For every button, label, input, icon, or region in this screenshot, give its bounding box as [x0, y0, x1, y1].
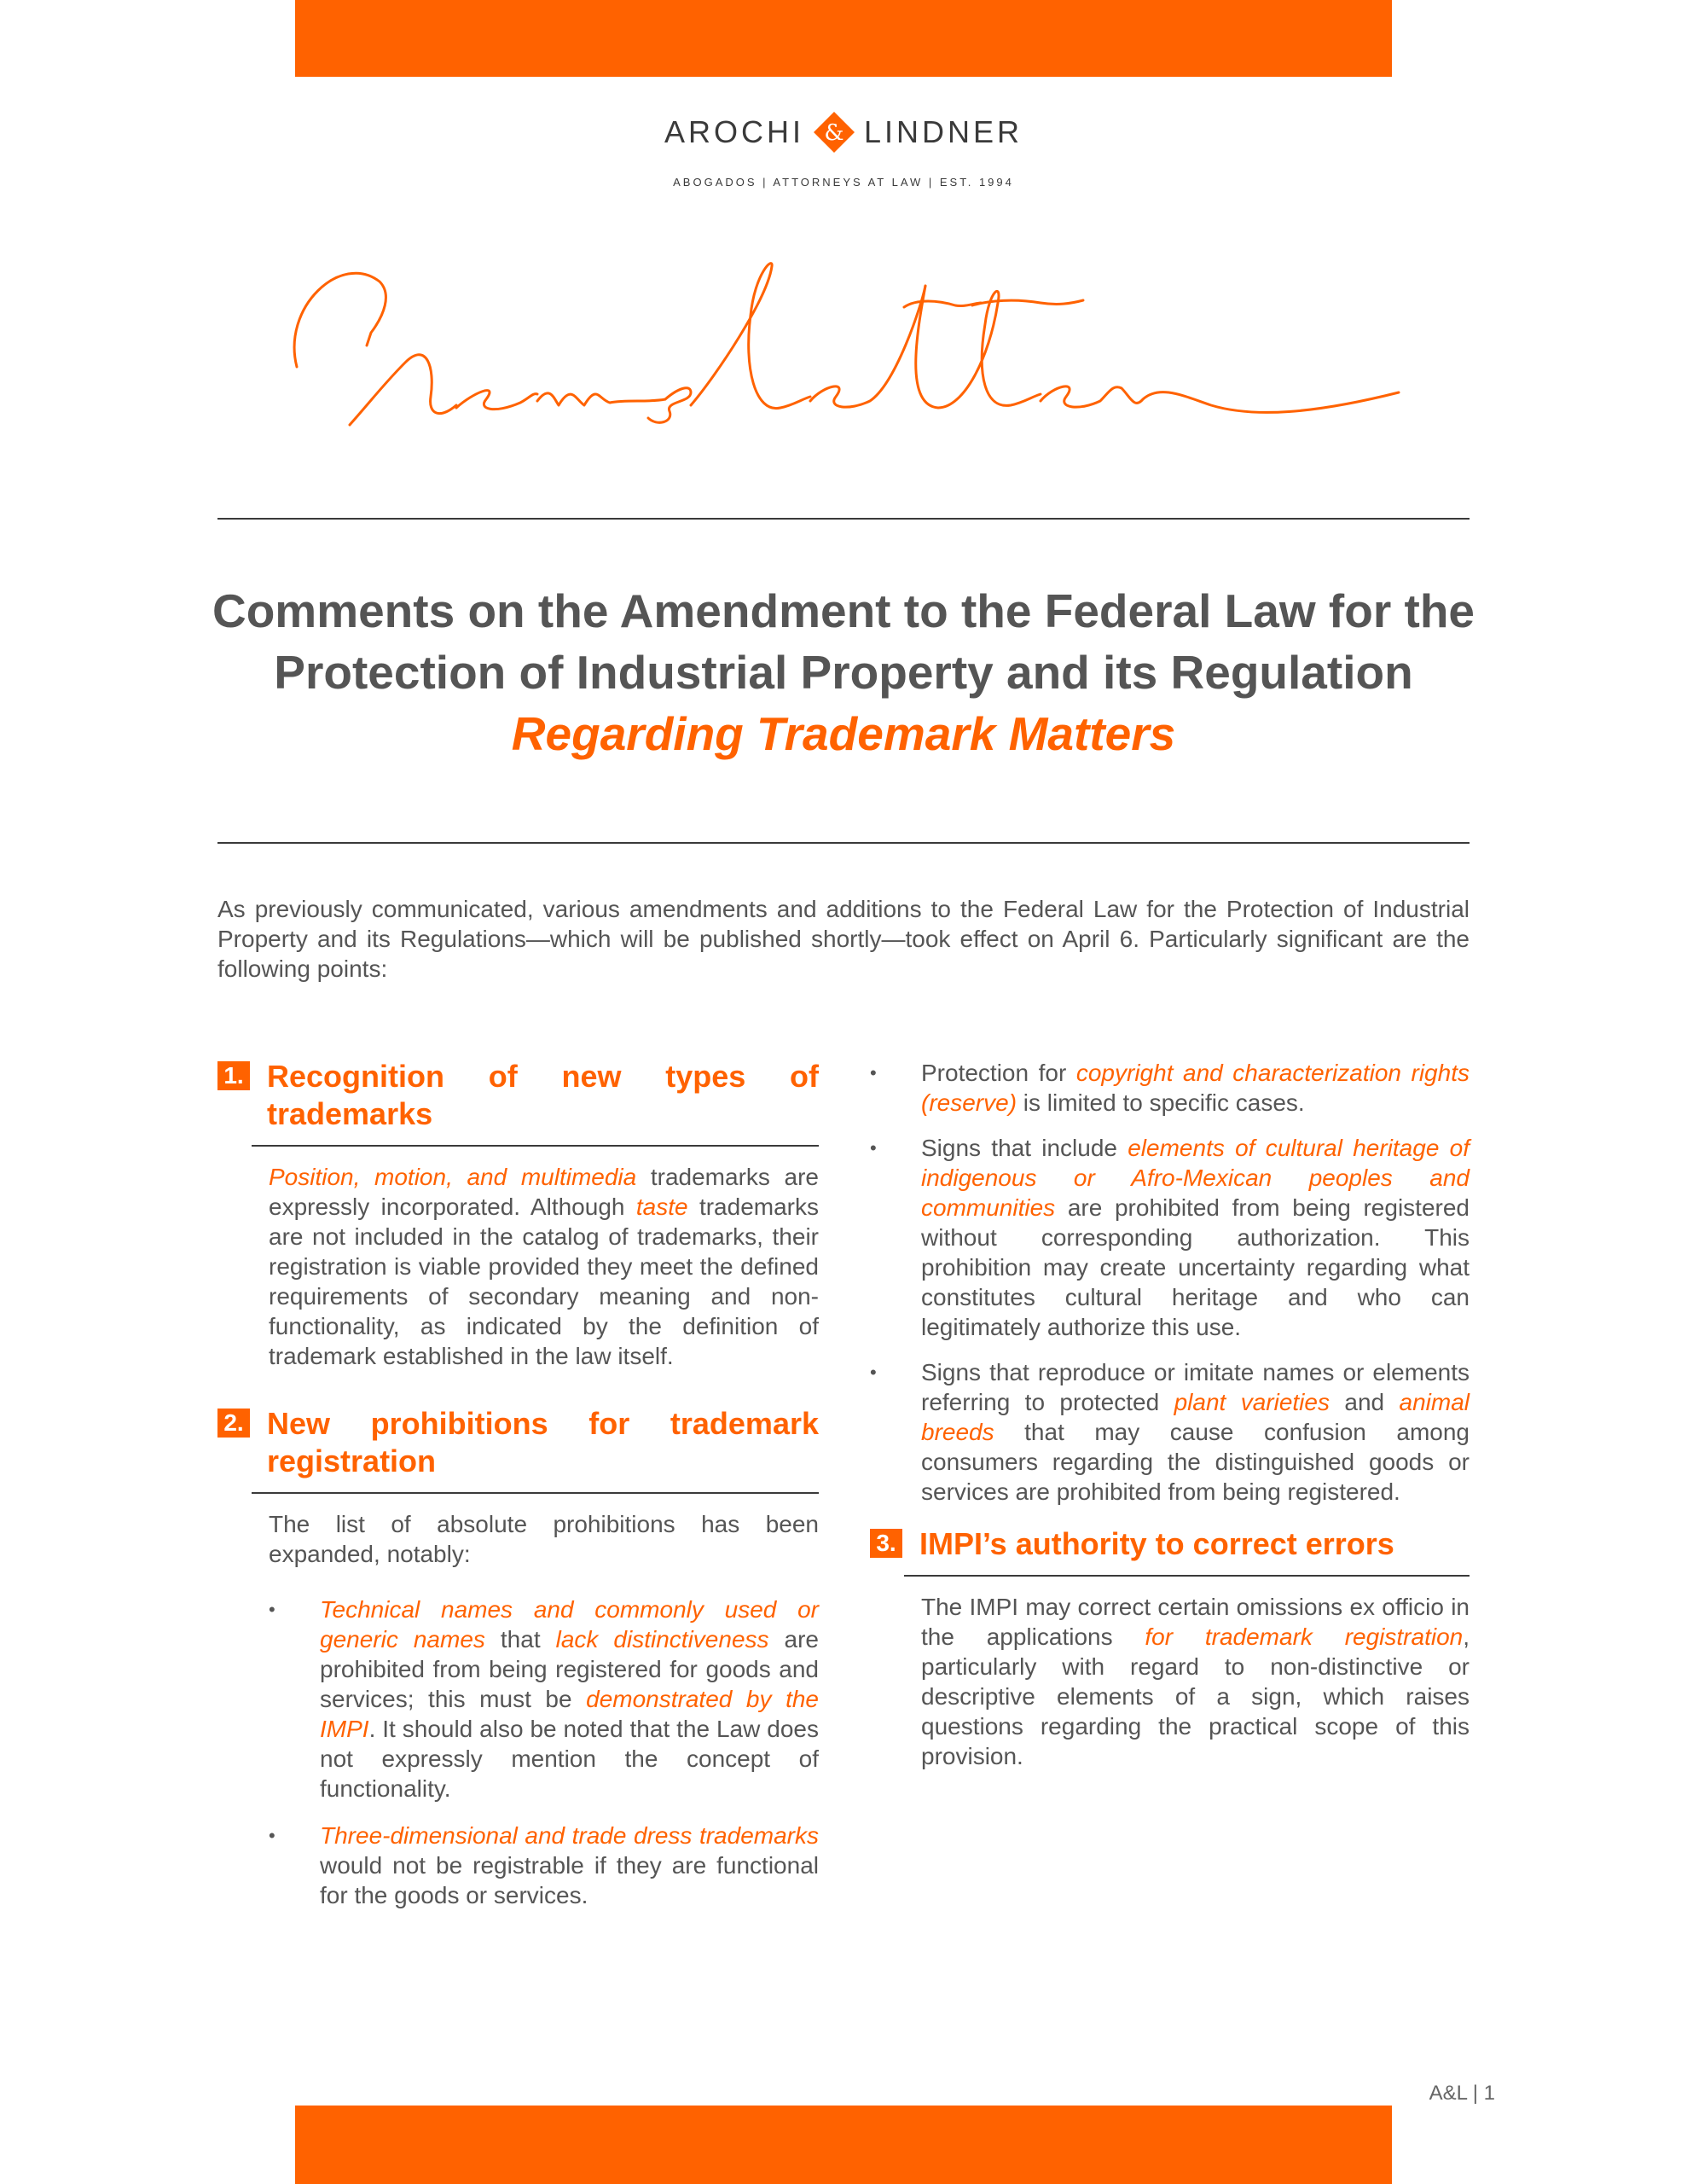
s3-text-b: , particularly with regard to non-distinctive or descriptive elements of a sign, which raises questions regarding the practical scope of this provision.	[921, 1623, 1470, 1769]
section-1-title: Recognition of new types of trademarks	[267, 1059, 819, 1131]
list-item	[870, 1058, 1470, 1118]
page-title	[171, 580, 1516, 764]
logo-tagline: ABOGADOS | ATTORNEYS AT LAW | EST. 1994	[673, 176, 1014, 189]
section-3-rule	[904, 1575, 1470, 1577]
b4-hl-heritage: elements of cultural heritage of indigenous or Afro-Mexican peoples and communities	[921, 1135, 1470, 1221]
section-1-rule	[252, 1145, 819, 1147]
logo-amp-glyph: &	[824, 120, 844, 146]
s1-hl-position: Position, motion, and multimedia	[269, 1164, 637, 1190]
firm-logo	[0, 111, 1687, 189]
b1-text-b: are prohibited from being registered for goods and services; this must be	[320, 1626, 819, 1712]
b1-hl-names: Technical names and commonly used or generic names	[320, 1596, 819, 1653]
right-column	[870, 1058, 1470, 1771]
top-accent-bar	[295, 0, 1392, 77]
b5-hl-animal: animal breeds	[921, 1389, 1470, 1445]
b5-text-a: Signs that reproduce or imitate names or elements referring to protected	[921, 1359, 1470, 1415]
b3-text-b: is limited to specific cases.	[1017, 1089, 1305, 1116]
b5-hl-plant: plant varieties	[1174, 1389, 1330, 1415]
bottom-accent-bar	[295, 2106, 1392, 2184]
section-2-list-left	[269, 1594, 819, 1910]
list-item	[269, 1594, 819, 1804]
b5-text-c: that may cause confusion among consumers regarding the distinguished goods or services are prohibited from being registered.	[921, 1419, 1470, 1505]
s1-text-a: trademarks are expressly incorporated. Although	[269, 1164, 819, 1220]
title-accent: Regarding Trademark Matters	[511, 707, 1176, 760]
b4-text-a: Signs that include	[921, 1135, 1128, 1161]
section-1-heading	[217, 1058, 819, 1133]
list-item	[870, 1133, 1470, 1342]
section-1-paragraph	[269, 1162, 819, 1371]
left-column	[217, 1058, 819, 1927]
page-number: A&L | 1	[1429, 2082, 1495, 2105]
b1-hl-impi: demonstrated by the IMPI	[320, 1686, 819, 1742]
b1-hl-distinct: lack distinctiveness	[555, 1626, 769, 1653]
logo-word-left: AROCHI	[664, 114, 804, 149]
b2-hl-3d: Three-dimensional and trade dress trademarks	[320, 1822, 819, 1849]
list-item	[870, 1357, 1470, 1507]
b3-text-a: Protection for	[921, 1060, 1076, 1086]
list-item	[269, 1821, 819, 1910]
section-2-intro: The list of absolute prohibitions has been expanded, notably:	[269, 1511, 819, 1567]
section-2-rule	[252, 1492, 819, 1494]
logo-ampersand-icon	[813, 111, 855, 154]
b4-text-b: are prohibited from being registered without corresponding authorization. This prohibition may create uncertainty regarding what constitutes cultural heritage and who can legitimately authorize this use.	[921, 1194, 1470, 1340]
section-3-heading	[870, 1525, 1470, 1563]
b1-text-c: . It should also be noted that the Law does not expressly mention the concept of functionality.	[320, 1716, 819, 1802]
section-2-heading	[217, 1405, 819, 1480]
s3-hl-registration: for trademark registration	[1145, 1623, 1464, 1650]
section-3-number: 3.	[870, 1529, 902, 1558]
divider-top	[217, 518, 1470, 520]
s1-hl-taste: taste	[635, 1194, 688, 1220]
s1-text-b: trademarks are not included in the catalog of trademarks, their registration is viable provided they meet the defined requirements of secondary meaning and non-functionality, as indicated by the definition of trademark established in the law itself.	[269, 1194, 819, 1369]
section-3-title: IMPI’s authority to correct errors	[919, 1526, 1394, 1561]
section-1-number: 1.	[217, 1061, 250, 1090]
b1-text-a: that	[484, 1626, 556, 1653]
b3-hl-copyright: copyright and characterization rights (reserve)	[921, 1060, 1470, 1116]
section-3-paragraph	[921, 1592, 1470, 1771]
section-2-list-right	[870, 1058, 1470, 1507]
divider-bottom	[217, 842, 1470, 844]
s3-text-a: The IMPI may correct certain omissions ex officio in the applications	[921, 1594, 1470, 1650]
intro-paragraph: As previously communicated, various amendments and additions to the Federal Law for the Protection of Industrial Property and its Regulations—which will be published shortly—took effect on April 6. Particularly significant are the following points:	[217, 896, 1470, 982]
b2-text: would not be registrable if they are functional for the goods or services.	[320, 1852, 819, 1908]
section-2-title: New prohibitions for trademark registration	[267, 1406, 819, 1478]
title-main: Comments on the Amendment to the Federal Law for the Protection of Industrial Property and its Regulation	[212, 584, 1475, 699]
b5-text-b: and	[1329, 1389, 1400, 1415]
newsletter-script-title	[290, 256, 1407, 452]
section-2-number: 2.	[217, 1409, 250, 1438]
logo-word-right: LINDNER	[863, 114, 1023, 149]
